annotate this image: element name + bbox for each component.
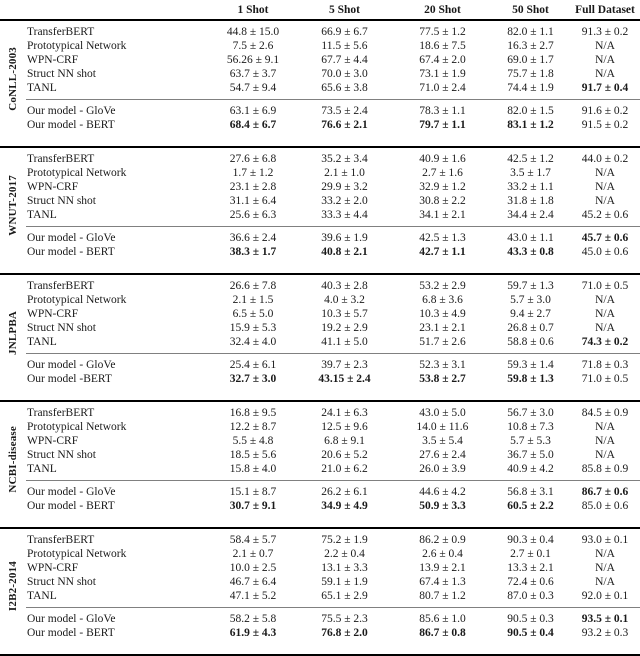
value-cell: 31.1 ± 6.4 [229, 195, 277, 207]
value-cell: 24.1 ± 6.3 [321, 407, 368, 419]
column-header-50-shot: 50 Shot [512, 3, 549, 16]
table-row [26, 39, 640, 53]
value-cell: 32.7 ± 3.0 [229, 373, 277, 385]
method-name: TANL [27, 463, 57, 475]
value-cell: 18.6 ± 7.5 [419, 40, 466, 52]
method-name: WPN-CRF [27, 435, 79, 447]
value-cell: 2.6 ± 0.4 [422, 548, 463, 560]
value-cell: 71.0 ± 0.5 [581, 280, 629, 292]
midrule-divider [26, 353, 640, 354]
value-cell: 91.7 ± 0.4 [581, 82, 629, 94]
value-cell: 86.2 ± 0.9 [419, 534, 466, 546]
dataset-label [0, 279, 26, 386]
value-cell: 16.3 ± 2.7 [507, 40, 554, 52]
value-cell: 56.26 ± 9.1 [226, 54, 280, 66]
dataset-name: WNUT-2017 [7, 175, 19, 236]
value-cell: 33.2 ± 2.0 [321, 195, 368, 207]
value-cell: 65.6 ± 3.8 [321, 82, 368, 94]
value-cell: 10.8 ± 7.3 [507, 421, 554, 433]
value-cell: 15.8 ± 4.0 [229, 463, 277, 475]
value-cell: N/A [595, 421, 615, 433]
value-cell: 3.5 ± 1.7 [510, 167, 551, 179]
value-cell: 77.5 ± 1.2 [419, 26, 466, 38]
column-header-5-shot: 5 Shot [329, 3, 360, 16]
value-cell: 92.0 ± 0.1 [581, 590, 629, 602]
value-cell: 83.1 ± 1.2 [507, 119, 554, 131]
value-cell: 84.5 ± 0.9 [581, 407, 629, 419]
value-cell: 58.4 ± 5.7 [229, 534, 277, 546]
dataset-label [0, 406, 26, 513]
value-cell: 15.1 ± 8.7 [229, 486, 277, 498]
value-cell: 85.6 ± 1.0 [419, 613, 466, 625]
value-cell: 58.2 ± 5.8 [229, 613, 277, 625]
value-cell: 39.7 ± 2.3 [321, 359, 368, 371]
value-cell: 33.3 ± 4.4 [321, 209, 368, 221]
value-cell: 30.7 ± 9.1 [229, 500, 277, 512]
table-row [26, 104, 640, 118]
dataset-section-jnlpba [0, 275, 640, 402]
value-cell: 15.9 ± 5.3 [229, 322, 277, 334]
value-cell: 2.7 ± 1.6 [422, 167, 463, 179]
dataset-label [0, 152, 26, 259]
method-name: Prototypical Network [27, 421, 127, 433]
value-cell: 6.5 ± 5.0 [232, 308, 274, 320]
method-name: TANL [27, 590, 57, 602]
value-cell: 6.8 ± 3.6 [422, 294, 463, 306]
table-row [26, 180, 640, 194]
value-cell: 20.6 ± 5.2 [321, 449, 368, 461]
value-cell: 2.2 ± 0.4 [324, 548, 365, 560]
value-cell: 34.4 ± 2.4 [507, 209, 554, 221]
value-cell: 85.8 ± 0.9 [581, 463, 629, 475]
value-cell: 71.8 ± 0.3 [581, 359, 629, 371]
table-row [26, 307, 640, 321]
value-cell: 59.8 ± 1.3 [507, 373, 554, 385]
method-name: Our model - BERT [27, 500, 115, 512]
value-cell: 26.6 ± 7.8 [229, 280, 277, 292]
table-row [26, 53, 640, 67]
column-header-full-dataset: Full Dataset [575, 3, 635, 16]
value-cell: 67.4 ± 2.0 [419, 54, 466, 66]
value-cell: 36.6 ± 2.4 [229, 232, 277, 244]
value-cell: 91.3 ± 0.2 [581, 26, 629, 38]
value-cell: 2.1 ± 1.0 [324, 167, 365, 179]
value-cell: 56.8 ± 3.1 [507, 486, 554, 498]
value-cell: N/A [595, 562, 615, 574]
value-cell: 87.0 ± 0.3 [507, 590, 554, 602]
method-name: Struct NN shot [27, 576, 96, 588]
value-cell: 52.3 ± 3.1 [419, 359, 466, 371]
table-row [26, 67, 640, 81]
value-cell: 74.3 ± 0.2 [581, 336, 629, 348]
table-row [26, 166, 640, 180]
value-cell: 43.0 ± 5.0 [419, 407, 466, 419]
value-cell: 26.8 ± 0.7 [507, 322, 554, 334]
dataset-name: NCBI-disease [7, 426, 19, 493]
table-row [26, 279, 640, 293]
value-cell: 40.9 ± 4.2 [507, 463, 554, 475]
table-row [26, 462, 640, 476]
table-row [26, 434, 640, 448]
method-name: Struct NN shot [27, 195, 96, 207]
method-name: Our model - GloVe [27, 232, 116, 244]
value-cell: 61.9 ± 4.3 [229, 627, 277, 639]
value-cell: 6.8 ± 9.1 [324, 435, 365, 447]
value-cell: 68.4 ± 6.7 [229, 119, 277, 131]
value-cell: 9.4 ± 2.7 [510, 308, 551, 320]
table-row [26, 420, 640, 434]
value-cell: 25.6 ± 6.3 [229, 209, 277, 221]
value-cell: 82.0 ± 1.1 [507, 26, 554, 38]
value-cell: N/A [595, 576, 615, 588]
value-cell: 30.8 ± 2.2 [419, 195, 466, 207]
value-cell: 59.3 ± 1.4 [507, 359, 554, 371]
value-cell: 36.7 ± 5.0 [507, 449, 554, 461]
value-cell: 25.4 ± 6.1 [229, 359, 277, 371]
value-cell: 91.5 ± 0.2 [581, 119, 629, 131]
value-cell: 34.1 ± 2.1 [419, 209, 466, 221]
value-cell: 71.0 ± 2.4 [419, 82, 466, 94]
value-cell: N/A [595, 435, 615, 447]
table-row [26, 499, 640, 513]
value-cell: 93.0 ± 0.1 [581, 534, 629, 546]
table-row [26, 194, 640, 208]
table-body [0, 21, 640, 656]
value-cell: 79.7 ± 1.1 [419, 119, 466, 131]
value-cell: 58.8 ± 0.6 [507, 336, 554, 348]
value-cell: 33.2 ± 1.1 [507, 181, 554, 193]
value-cell: 51.7 ± 2.6 [419, 336, 466, 348]
value-cell: 67.4 ± 1.3 [419, 576, 466, 588]
value-cell: 19.2 ± 2.9 [321, 322, 368, 334]
value-cell: 53.2 ± 2.9 [419, 280, 466, 292]
table-row [26, 448, 640, 462]
method-name: TANL [27, 209, 57, 221]
value-cell: 43.3 ± 0.8 [507, 246, 554, 258]
value-cell: N/A [595, 54, 615, 66]
method-name: WPN-CRF [27, 562, 79, 574]
value-cell: 13.9 ± 2.1 [419, 562, 466, 574]
dataset-label [0, 533, 26, 640]
value-cell: 11.5 ± 5.6 [321, 40, 368, 52]
value-cell: 40.9 ± 1.6 [419, 153, 466, 165]
method-name: Struct NN shot [27, 322, 96, 334]
method-name: WPN-CRF [27, 308, 79, 320]
value-cell: 76.8 ± 2.0 [321, 627, 368, 639]
value-cell: 27.6 ± 6.8 [229, 153, 277, 165]
table-row [26, 485, 640, 499]
midrule-divider [26, 480, 640, 481]
column-header-20-shot: 20 Shot [424, 3, 461, 16]
table-row [26, 208, 640, 222]
table-row [26, 118, 640, 132]
value-cell: 42.7 ± 1.1 [419, 246, 466, 258]
value-cell: 32.9 ± 1.2 [419, 181, 466, 193]
value-cell: 43.15 ± 2.4 [318, 373, 371, 385]
value-cell: 2.1 ± 0.7 [232, 548, 274, 560]
method-name: Our model - GloVe [27, 359, 116, 371]
value-cell: 82.0 ± 1.5 [507, 105, 554, 117]
value-cell: 59.7 ± 1.3 [507, 280, 554, 292]
value-cell: 75.2 ± 1.9 [321, 534, 368, 546]
dataset-name: I2B2-2014 [7, 561, 19, 612]
value-cell: 78.3 ± 1.1 [419, 105, 466, 117]
method-name: Prototypical Network [27, 548, 127, 560]
value-cell: 63.1 ± 6.9 [229, 105, 277, 117]
table-row [26, 293, 640, 307]
method-name: TransferBERT [27, 280, 95, 292]
value-cell: 67.7 ± 4.4 [321, 54, 368, 66]
value-cell: 13.1 ± 3.3 [321, 562, 368, 574]
method-name: Our model - BERT [27, 119, 115, 131]
value-cell: 10.0 ± 2.5 [229, 562, 277, 574]
value-cell: 5.5 ± 4.8 [232, 435, 274, 447]
value-cell: 69.0 ± 1.7 [507, 54, 554, 66]
table-row [26, 372, 640, 386]
value-cell: 41.1 ± 5.0 [321, 336, 368, 348]
value-cell: 23.1 ± 2.8 [229, 181, 277, 193]
table-header-row [0, 0, 640, 21]
value-cell: N/A [595, 40, 615, 52]
value-cell: N/A [595, 195, 615, 207]
value-cell: 29.9 ± 3.2 [321, 181, 368, 193]
value-cell: 2.1 ± 1.5 [232, 294, 274, 306]
value-cell: 70.0 ± 3.0 [321, 68, 368, 80]
value-cell: 3.5 ± 5.4 [422, 435, 463, 447]
column-header-1-shot: 1 Shot [237, 3, 269, 16]
method-name: TransferBERT [27, 407, 95, 419]
table-row [26, 589, 640, 603]
value-cell: 56.7 ± 3.0 [507, 407, 554, 419]
dataset-section-wnut-2017 [0, 148, 640, 275]
method-name: Our model - GloVe [27, 613, 116, 625]
value-cell: 86.7 ± 0.8 [419, 627, 466, 639]
value-cell: 90.3 ± 0.4 [507, 534, 554, 546]
value-cell: 10.3 ± 4.9 [419, 308, 466, 320]
method-name: Our model - GloVe [27, 105, 116, 117]
midrule-divider [26, 226, 640, 227]
dataset-section-i2b2-2014 [0, 529, 640, 656]
value-cell: N/A [595, 449, 615, 461]
value-cell: 27.6 ± 2.4 [419, 449, 466, 461]
value-cell: N/A [595, 181, 615, 193]
value-cell: N/A [595, 322, 615, 334]
value-cell: 5.7 ± 3.0 [510, 294, 551, 306]
method-name: TransferBERT [27, 534, 95, 546]
value-cell: 21.0 ± 6.2 [321, 463, 368, 475]
value-cell: 86.7 ± 0.6 [581, 486, 629, 498]
value-cell: 75.5 ± 2.3 [321, 613, 368, 625]
value-cell: 2.7 ± 0.1 [510, 548, 551, 560]
dataset-section-conll-2003 [0, 21, 640, 148]
value-cell: 42.5 ± 1.3 [419, 232, 466, 244]
value-cell: 73.1 ± 1.9 [419, 68, 466, 80]
value-cell: 45.7 ± 0.6 [581, 232, 629, 244]
value-cell: 44.0 ± 0.2 [581, 153, 629, 165]
value-cell: 13.3 ± 2.1 [507, 562, 554, 574]
method-name: TANL [27, 82, 57, 94]
method-name: WPN-CRF [27, 54, 79, 66]
method-name: Struct NN shot [27, 449, 96, 461]
value-cell: N/A [595, 167, 615, 179]
method-name: Our model - BERT [27, 627, 115, 639]
value-cell: 93.5 ± 0.1 [581, 613, 629, 625]
table-row [26, 406, 640, 420]
value-cell: 44.6 ± 4.2 [419, 486, 466, 498]
value-cell: 53.8 ± 2.7 [419, 373, 466, 385]
value-cell: 74.4 ± 1.9 [507, 82, 554, 94]
value-cell: 59.1 ± 1.9 [321, 576, 368, 588]
method-name: Our model - BERT [27, 246, 115, 258]
value-cell: 23.1 ± 2.1 [419, 322, 466, 334]
method-name: TANL [27, 336, 57, 348]
value-cell: 42.5 ± 1.2 [507, 153, 554, 165]
value-cell: 40.3 ± 2.8 [321, 280, 368, 292]
value-cell: 73.5 ± 2.4 [321, 105, 368, 117]
value-cell: 18.5 ± 5.6 [229, 449, 277, 461]
table-row [26, 612, 640, 626]
value-cell: 40.8 ± 2.1 [321, 246, 368, 258]
value-cell: 46.7 ± 6.4 [229, 576, 277, 588]
value-cell: N/A [595, 68, 615, 80]
value-cell: 90.5 ± 0.4 [507, 627, 554, 639]
table-row [26, 358, 640, 372]
value-cell: 71.0 ± 0.5 [581, 373, 629, 385]
value-cell: 32.4 ± 4.0 [229, 336, 277, 348]
table-row [26, 81, 640, 95]
table-row [26, 335, 640, 349]
value-cell: 60.5 ± 2.2 [507, 500, 554, 512]
method-name: Our model -BERT [27, 373, 112, 385]
method-name: Our model - GloVe [27, 486, 116, 498]
value-cell: 31.8 ± 1.8 [507, 195, 554, 207]
value-cell: 65.1 ± 2.9 [321, 590, 368, 602]
value-cell: N/A [595, 294, 615, 306]
value-cell: 1.7 ± 1.2 [232, 167, 274, 179]
value-cell: 76.6 ± 2.1 [321, 119, 368, 131]
value-cell: 35.2 ± 3.4 [321, 153, 368, 165]
value-cell: 12.5 ± 9.6 [321, 421, 368, 433]
value-cell: 5.7 ± 5.3 [510, 435, 551, 447]
value-cell: 91.6 ± 0.2 [581, 105, 629, 117]
dataset-name: JNLPBA [7, 310, 19, 355]
method-name: Prototypical Network [27, 167, 127, 179]
value-cell: 80.7 ± 1.2 [419, 590, 466, 602]
method-name: TransferBERT [27, 26, 95, 38]
value-cell: 39.6 ± 1.9 [321, 232, 368, 244]
value-cell: 26.2 ± 6.1 [321, 486, 368, 498]
value-cell: 72.4 ± 0.6 [507, 576, 554, 588]
value-cell: 66.9 ± 6.7 [321, 26, 368, 38]
value-cell: 75.7 ± 1.8 [507, 68, 554, 80]
value-cell: 93.2 ± 0.3 [581, 627, 629, 639]
value-cell: 12.2 ± 8.7 [229, 421, 277, 433]
table-row [26, 152, 640, 166]
value-cell: 16.8 ± 9.5 [229, 407, 277, 419]
value-cell: 10.3 ± 5.7 [321, 308, 368, 320]
dataset-name: CoNLL-2003 [7, 46, 19, 111]
value-cell: 7.5 ± 2.6 [232, 40, 274, 52]
table-row [26, 25, 640, 39]
value-cell: N/A [595, 548, 615, 560]
midrule-divider [26, 607, 640, 608]
method-name: Prototypical Network [27, 40, 127, 52]
value-cell: 45.0 ± 0.6 [581, 246, 629, 258]
value-cell: 85.0 ± 0.6 [581, 500, 629, 512]
table-row [26, 626, 640, 640]
midrule-divider [26, 99, 640, 100]
value-cell: 4.0 ± 3.2 [324, 294, 365, 306]
value-cell: 54.7 ± 9.4 [229, 82, 277, 94]
value-cell: N/A [595, 308, 615, 320]
value-cell: 50.9 ± 3.3 [419, 500, 466, 512]
value-cell: 26.0 ± 3.9 [419, 463, 466, 475]
value-cell: 44.8 ± 15.0 [226, 26, 280, 38]
table-row [26, 547, 640, 561]
table-row [26, 561, 640, 575]
value-cell: 38.3 ± 1.7 [229, 246, 277, 258]
table-row [26, 231, 640, 245]
method-name: TransferBERT [27, 153, 95, 165]
table-row [26, 321, 640, 335]
method-name: Struct NN shot [27, 68, 96, 80]
dataset-label [0, 25, 26, 132]
value-cell: 45.2 ± 0.6 [581, 209, 629, 221]
method-name: Prototypical Network [27, 294, 127, 306]
value-cell: 47.1 ± 5.2 [229, 590, 277, 602]
value-cell: 34.9 ± 4.9 [321, 500, 368, 512]
table-row [26, 575, 640, 589]
value-cell: 63.7 ± 3.7 [229, 68, 277, 80]
value-cell: 90.5 ± 0.3 [507, 613, 554, 625]
table-row [26, 245, 640, 259]
table-row [26, 533, 640, 547]
value-cell: 14.0 ± 11.6 [416, 421, 469, 433]
value-cell: 43.0 ± 1.1 [507, 232, 554, 244]
dataset-section-ncbi-disease [0, 402, 640, 529]
method-name: WPN-CRF [27, 181, 79, 193]
